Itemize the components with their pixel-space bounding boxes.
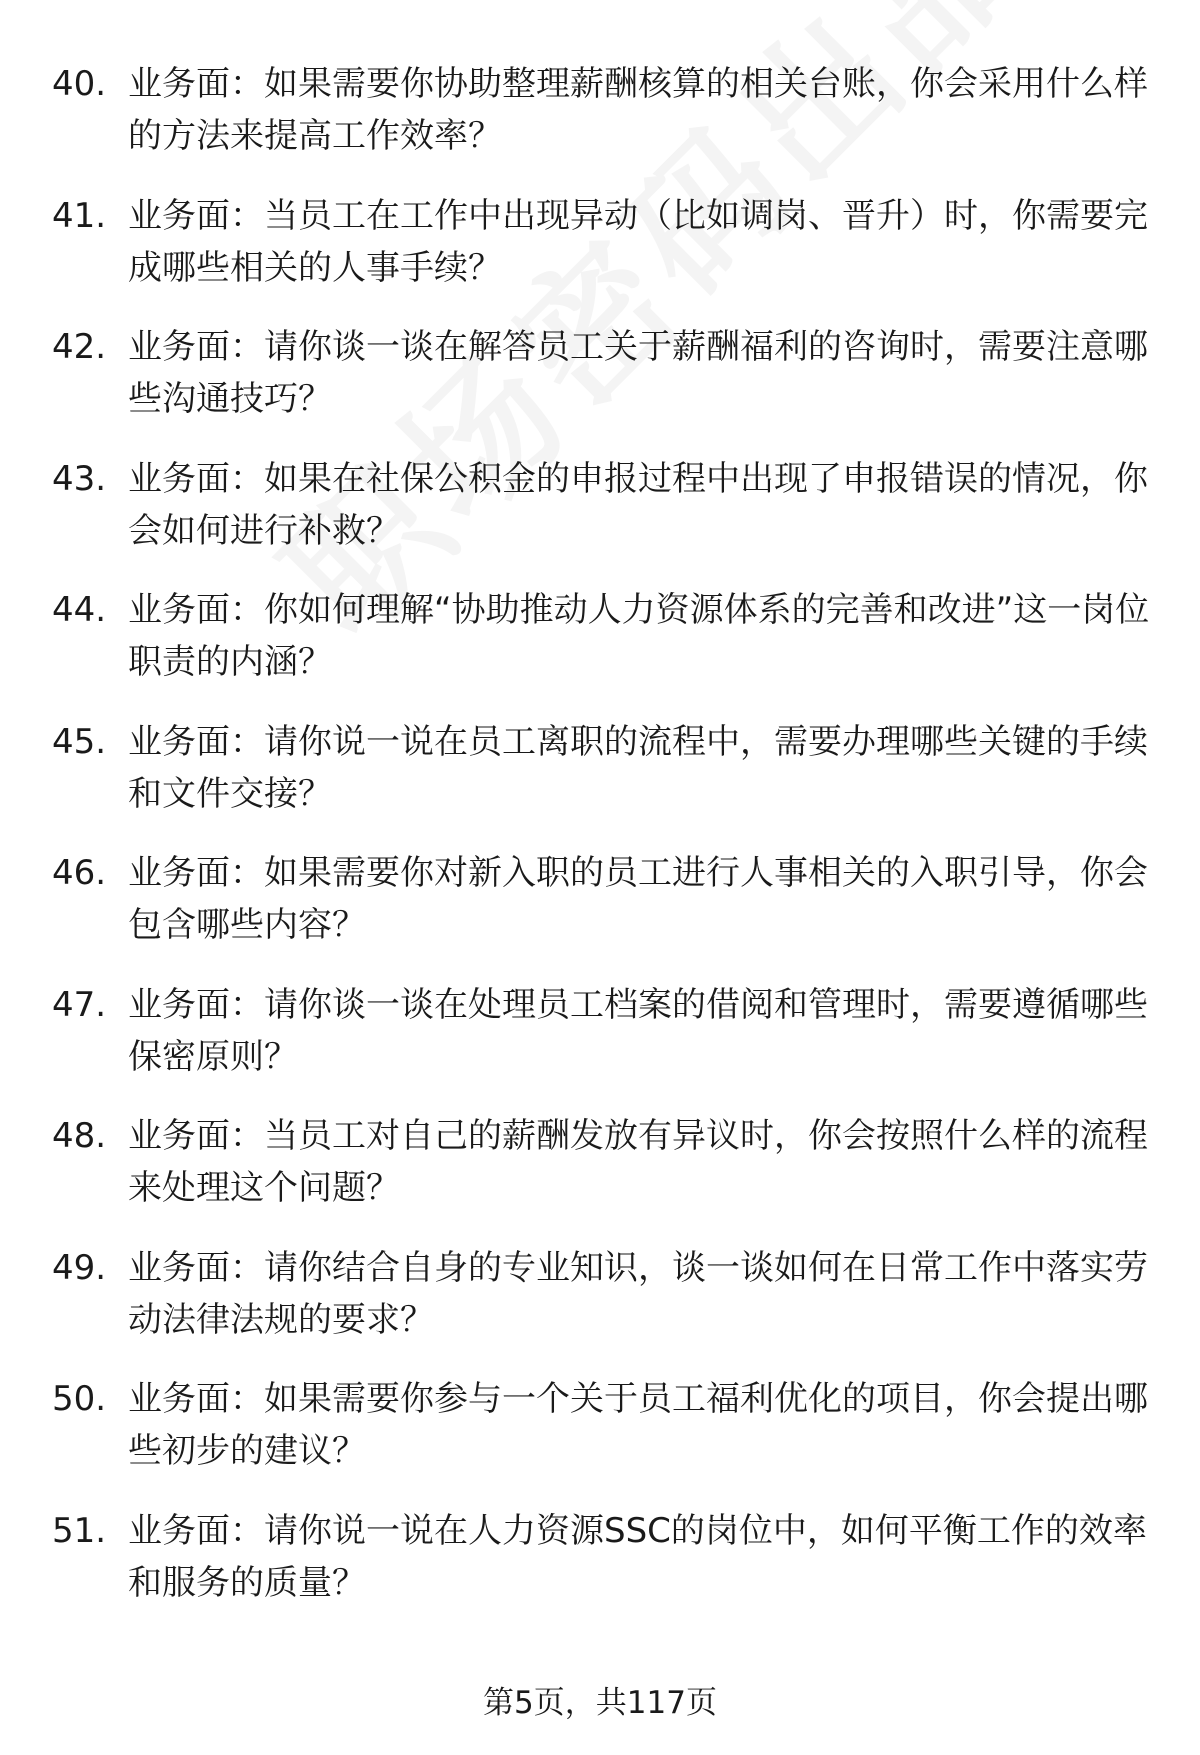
question-item [52,321,1152,425]
question-text: 业务面：请你谈一谈在处理员工档案的借阅和管理时，需要遵循哪些保密原则？ [128,984,1148,1077]
question-number: 50. [52,1379,107,1419]
question-text: 业务面：请你说一说在人力资源SSC的岗位中，如何平衡工作的效率和服务的质量？ [128,1510,1147,1603]
question-number: 46. [52,853,107,893]
question-number: 48. [52,1116,107,1156]
page-footer: 第5页，共117页 [483,1685,717,1721]
question-item [52,1505,1152,1609]
question-item [52,1242,1152,1346]
question-item [52,453,1152,557]
question-item [52,716,1152,820]
question-item [52,1373,1152,1477]
question-text: 业务面：如果需要你协助整理薪酬核算的相关台账，你会采用什么样的方法来提高工作效率？ [128,64,1148,156]
question-item [52,584,1152,688]
question-number: 41. [52,195,107,236]
question-text: 业务面：如果需要你参与一个关于员工福利优化的项目，你会提出哪些初步的建议？ [128,1379,1148,1471]
question-text: 业务面：请你谈一谈在解答员工关于薪酬福利的咨询时，需要注意哪些沟通技巧？ [128,327,1148,419]
question-item [52,847,1152,951]
question-text: 业务面：你如何理解“协助推动人力资源体系的完善和改进”这一岗位职责的内涵？ [128,590,1150,682]
question-item [52,1110,1152,1214]
question-list [52,58,1152,1636]
question-text: 业务面：当员工对自己的薪酬发放有异议时，你会按照什么样的流程来处理这个问题？ [128,1116,1148,1208]
question-text: 业务面：请你说一说在员工离职的流程中，需要办理哪些关键的手续和文件交接？ [128,721,1148,814]
question-number: 40. [52,64,107,104]
question-text: 业务面：当员工在工作中出现异动（比如调岗、晋升）时，你需要完成哪些相关的人事手续？ [128,195,1148,288]
question-item [52,58,1152,162]
question-number: 42. [52,327,107,367]
question-number: 51. [52,1510,107,1551]
question-number: 49. [52,1247,107,1288]
question-number: 43. [52,458,107,499]
question-number: 45. [52,721,107,762]
question-text: 业务面：请你结合自身的专业知识，谈一谈如何在日常工作中落实劳动法律法规的要求？ [128,1247,1148,1340]
question-item [52,190,1152,294]
question-text: 业务面：如果需要你对新入职的员工进行人事相关的入职引导，你会包含哪些内容？ [128,853,1148,945]
question-item [52,979,1152,1083]
question-text: 业务面：如果在社保公积金的申报过程中出现了申报错误的情况，你会如何进行补救？ [128,458,1148,551]
question-number: 44. [52,590,107,630]
question-number: 47. [52,984,107,1025]
